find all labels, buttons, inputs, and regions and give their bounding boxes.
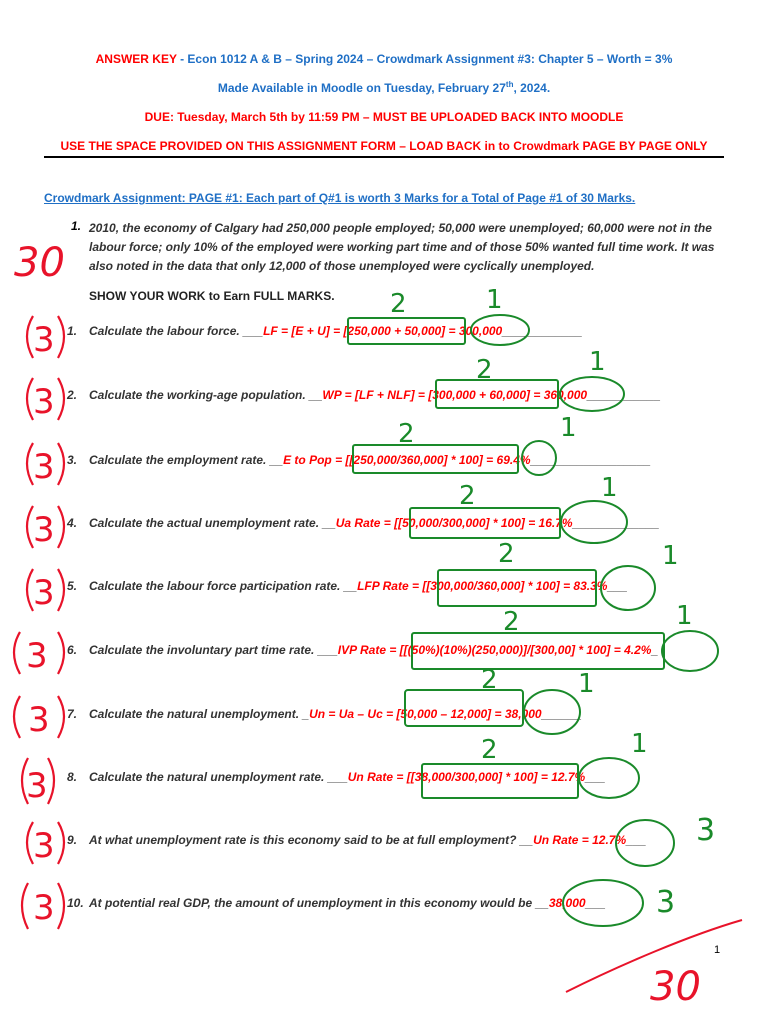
part-blank: _ (651, 643, 659, 657)
instructions-line: USE THE SPACE PROVIDED ON THIS ASSIGNMENT FORM – LOAD BACK in to Crowdmark PAGE BY PAGE ONLY (60, 139, 708, 153)
availability-sup: th (505, 80, 514, 89)
part-number: 7. (67, 707, 78, 721)
part-blank: ___ (585, 770, 606, 784)
part-question: Calculate the actual unemployment rate. __ (89, 516, 336, 530)
part-number: 3. (67, 453, 78, 467)
handwritten-total-top: 30 (14, 240, 65, 286)
box-mark: 2 (476, 355, 493, 385)
direct-mark: 3 (696, 813, 716, 848)
part-mark: 3 (33, 382, 55, 422)
handwritten-total-bottom: 30 (650, 964, 701, 1010)
box-mark: 2 (459, 481, 476, 511)
part-blank: ___ (626, 833, 647, 847)
circle-mark: 1 (578, 669, 595, 699)
part-question: Calculate the working-age population. __ (89, 388, 323, 402)
part-mark: 3 (33, 510, 55, 550)
circle-mark: 1 (560, 413, 577, 443)
part-mark: 3 (26, 636, 48, 676)
part-number: 5. (67, 579, 78, 593)
part-mark: 3 (33, 888, 55, 928)
box-mark: 2 (498, 539, 515, 569)
part-mark: 3 (33, 447, 55, 487)
box-mark: 2 (503, 607, 520, 637)
part-number: 10. (67, 896, 84, 910)
part-number: 6. (67, 643, 78, 657)
circle-mark: 1 (589, 347, 606, 377)
part-answer: IVP Rate = [[(50%)(10%)(250,000)]/[300,00] * 100] = 4.2% (337, 643, 652, 657)
page-number: 1 (714, 944, 721, 956)
page-heading: Crowdmark Assignment: PAGE #1: Each part of Q#1 is worth 3 Marks for a Total of Page #1 of 30 Marks. (44, 191, 636, 205)
part-mark: 3 (26, 766, 48, 806)
part-blank: ______ (541, 707, 582, 721)
circle-mark: 1 (601, 473, 618, 503)
part-blank: _____________ (572, 516, 660, 530)
circle-mark: 1 (662, 541, 679, 571)
part-answer: Un = Ua – Uc = [50,000 – 12,000] = 38,000 (309, 707, 542, 721)
part-answer: 38,000 (548, 896, 586, 910)
circle-mark: 1 (486, 285, 503, 315)
part-answer: Un Rate = 12.7% (533, 833, 627, 847)
part-question: Calculate the labour force participation rate. __ (89, 579, 358, 593)
part-blank: ___________ (587, 388, 661, 402)
part-number: 4. (67, 516, 78, 530)
part-question: Calculate the employment rate. __ (89, 453, 284, 467)
part-number: 9. (67, 833, 78, 847)
part-question: Calculate the involuntary part time rate. ___ (89, 643, 338, 657)
part-mark: 3 (33, 826, 55, 866)
box-mark: 2 (398, 419, 415, 449)
part-answer: Ua Rate = [[50,000/300,000] * 100] = 16.7% (335, 516, 573, 530)
part-question: Calculate the natural unemployment rate. ___ (89, 770, 348, 784)
box-mark: 2 (390, 289, 407, 319)
circle-mark: 1 (631, 729, 648, 759)
part-number: 8. (67, 770, 78, 784)
circle-mark: 1 (676, 601, 693, 631)
part-answer: E to Pop = [[250,000/360,000] * 100] = 69.4% (283, 453, 531, 467)
part-blank: ___ (585, 896, 606, 910)
question-number: 1. (71, 219, 82, 233)
box-mark: 2 (481, 735, 498, 765)
availability-year: , 2024. (513, 81, 551, 95)
part-blank: ___ (607, 579, 628, 593)
box-mark: 2 (481, 665, 498, 695)
part-answer: Un Rate = [[38,000/300,000] * 100] = 12.7% (347, 770, 586, 784)
part-blank: ____________ (502, 324, 583, 338)
part-blank: __________________ (530, 453, 651, 467)
availability-text: Made Available in Moodle on Tuesday, February 27 (217, 81, 506, 95)
course-title: - Econ 1012 A & B – Spring 2024 – Crowdmark Assignment #3: Chapter 5 – Worth = 3% (176, 52, 673, 66)
part-answer: LF = [E + U] = [250,000 + 50,000] = 300,000 (263, 324, 503, 338)
part-question: At what unemployment rate is this economy said to be at full employment? __ (89, 833, 534, 847)
part-question: At potential real GDP, the amount of unemployment in this economy would be __ (89, 896, 549, 910)
show-work-instruction: SHOW YOUR WORK to Earn FULL MARKS. (89, 289, 335, 303)
part-question: Calculate the natural unemployment. _ (89, 707, 310, 721)
direct-mark: 3 (656, 885, 676, 920)
part-mark: 3 (28, 700, 50, 740)
answer-key-label: ANSWER KEY (95, 52, 177, 66)
part-mark: 3 (33, 573, 55, 613)
part-answer: WP = [LF + NLF] = [300,000 + 60,000] = 360,000 (322, 388, 588, 402)
part-answer: LFP Rate = [[300,000/360,000] * 100] = 83.3% (357, 579, 608, 593)
part-question: Calculate the labour force. ___ (89, 324, 264, 338)
question-text: 2010, the economy of Calgary had 250,000 people employed; 50,000 were unemployed; 60,000 were not in the labour force; only 10% of the employed were working part time and of those 50% wanted full time work. It was also noted in the data that only 12,000 of those unemployed were cyclically unemployed. (89, 221, 715, 273)
part-mark: 3 (33, 320, 55, 360)
part-number: 1. (67, 324, 78, 338)
part-number: 2. (67, 388, 78, 402)
due-line: DUE: Tuesday, March 5th by 11:59 PM – MUST BE UPLOADED BACK INTO MOODLE (144, 110, 624, 124)
